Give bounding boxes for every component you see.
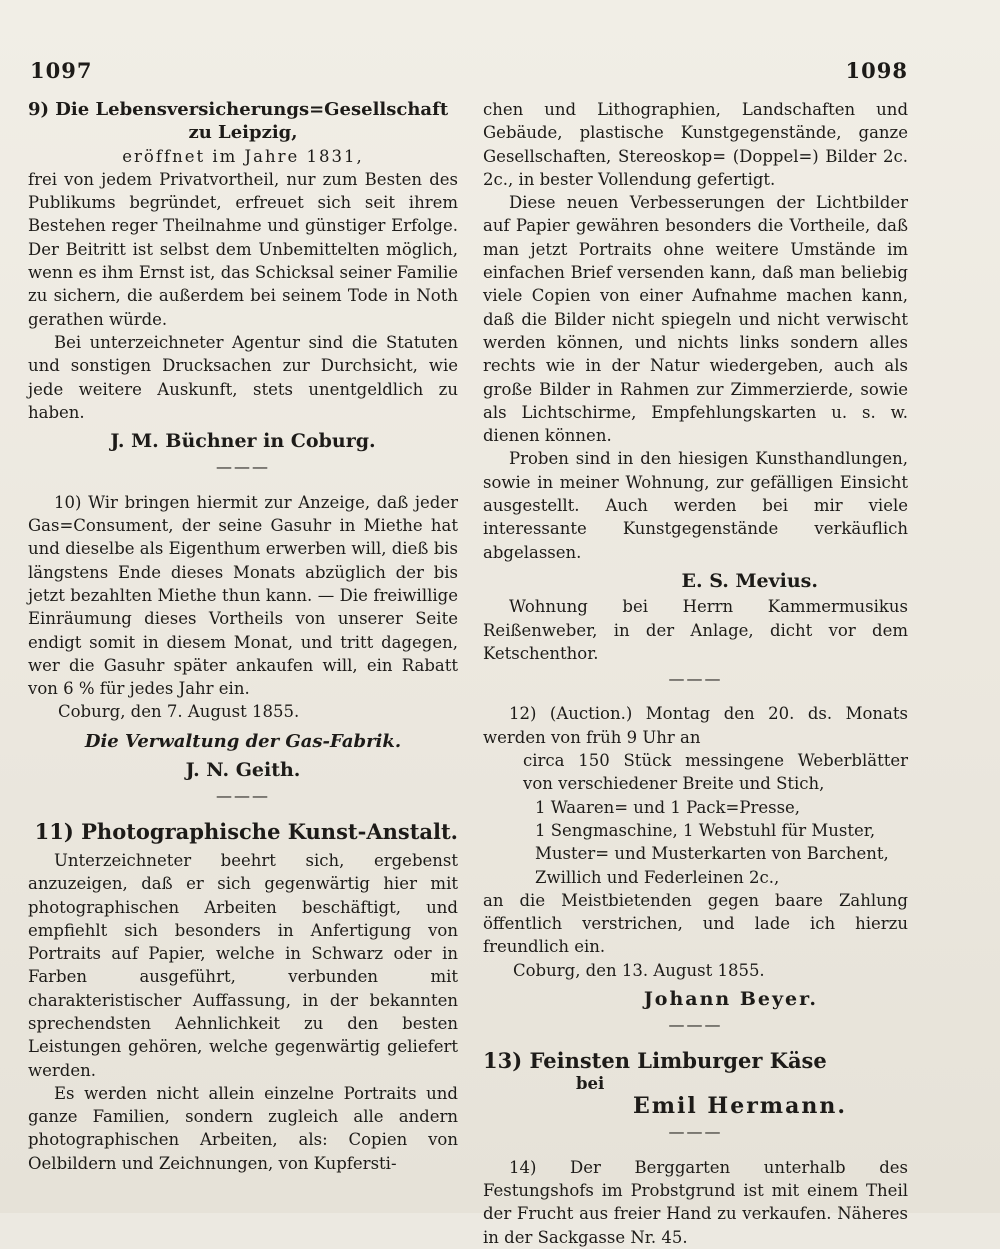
entry-12-signature: Johann Beyer. xyxy=(643,987,818,1010)
entry-9-subtitle: zu Leipzig, xyxy=(188,122,298,144)
page-number-right: 1098 xyxy=(845,58,908,83)
entry-10-body: 10) Wir bringen hiermit zur Anzeige, daß jeder Gas=Consument, der seine Gasuhr in Miethe hat und dieselbe als Eigenthum erwerben will, dieß bis längstens Ende dieses Monats abzüglich der bis jetzt bezahlten Miethe thun kann. — Die freiwillige Einräumung dieses Vortheils von unserer Seite endigt somit in diesem Monat, und tritt dagegen, wer die Gasuhr später ankaufen will, ein Rabatt von 6 % für jedes Jahr ein. xyxy=(28,492,458,699)
entry-10-date: Coburg, den 7. August 1855. xyxy=(58,702,300,722)
entry-13-name: Emil Hermann. xyxy=(633,1093,847,1120)
entry-9-title: 9) Die Lebensversicherungs=Gesellschaft xyxy=(28,99,449,120)
entry-12-body: 12) (Auction.) Montag den 20. ds. Monats werden von früh 9 Uhr an xyxy=(483,704,908,747)
page-number-left: 1097 xyxy=(30,58,93,83)
entry-11-body-3: Diese neuen Verbesserungen der Lichtbilder auf Papier gewähren besonders die Vortheile, daß man jetzt Portraits ohne weitere Umstände im einfachen Brief versenden kann, daß man beliebig viele Copien von einer Aufnahme machen kann, daß die Bilder nicht spiegeln und nicht verwischt werden können, und nichts links sondern alles rechts wie in der Natur wiedergeben, auch als große Bilder in Rahmen zur Zimmerzierde, sowie als Lichtschirme, Empfehlungskarten u. s. w. dienen können. xyxy=(483,193,908,446)
entry-14-body: 14) Der Berggarten unterhalb des Festungshofs im Probstgrund ist mit einem Theil der Frucht aus freier Hand zu verkaufen. Näheres in der Sackgasse Nr. 45. xyxy=(483,1157,908,1247)
entry-9-body: frei von jedem Privatvortheil, nur zum Besten des Publikums begründet, erfreuet sich seit ihrem Bestehen reger Theilnahme und günstiger Erfolge. Der Beitritt ist selbst dem Unbemittelten möglich, wenn es ihm Ernst ist, das Schicksal seiner Familie zu sichern, die außerdem bei seinem Tode in Noth gerathen würde. xyxy=(28,169,458,329)
entry-9-signature: J. M. Büchner in Coburg. xyxy=(110,430,376,453)
entry-11-continued: chen und Lithographien, Landschaften und Gebäude, plastische Kunstgegenstände, ganze Gesellschaften, Stereoskop= (Doppel=) Bilder 2c. 2c., in bester Vollendung gefertigt. xyxy=(483,100,908,189)
entry-11-body-2: Es werden nicht allein einzelne Portraits und ganze Familien, sondern zugleich alle andern photographischen Arbeiten, als: Copien von Oelbildern und Zeichnungen, von Kupfersti- xyxy=(28,1083,458,1173)
divider: ——— xyxy=(668,669,723,689)
entry-12-item: 1 Waaren= und 1 Pack=Presse, xyxy=(535,797,801,817)
entry-13-title: 13) Feinsten Limburger Käse xyxy=(483,1047,827,1073)
entry-9-body-2: Bei unterzeichneter Agentur sind die Statuten und sonstigen Drucksachen zur Durchsicht, wie jede weitere Auskunft, stets unentgeldlich zu haben. xyxy=(28,332,458,422)
entry-11-body-4: Proben sind in den hiesigen Kunsthandlungen, sowie in meiner Wohnung, zur gefälligen Einsicht ausgestellt. Auch werden bei mir viele interessante Kunstgegenstände verkäuflich abgelassen. xyxy=(483,449,908,562)
entry-10-org: Die Verwaltung der Gas-Fabrik. xyxy=(84,730,402,752)
entry-12-item: circa 150 Stück messingene Weberblätter von verschiedener Breite und Stich, xyxy=(523,751,908,794)
entry-12-date: Coburg, den 13. August 1855. xyxy=(513,960,765,980)
entry-10-signature: J. N. Geith. xyxy=(185,759,301,782)
divider: ——— xyxy=(668,1015,723,1035)
divider: ——— xyxy=(668,1122,723,1142)
entry-9-opened: eröffnet im Jahre 1831, xyxy=(122,146,364,166)
divider: ——— xyxy=(216,457,270,477)
entry-12-item: 1 Sengmaschine, 1 Webstuhl für Muster, Muster= und Musterkarten von Barchent, Zwillich und Federleinen 2c., xyxy=(535,820,889,887)
entry-11-signature: E. S. Mevius. xyxy=(681,569,818,592)
entry-13-bei: bei xyxy=(576,1073,605,1093)
entry-11-title: 11) Photographische Kunst-Anstalt. xyxy=(34,818,458,844)
left-column xyxy=(28,98,458,1175)
divider: ——— xyxy=(216,786,270,806)
entry-12-body-2: an die Meistbietenden gegen baare Zahlung öffentlich verstrichen, und lade ich hierzu freundlich ein. xyxy=(483,890,908,957)
right-column xyxy=(483,98,908,1249)
entry-11-address: Wohnung bei Herrn Kammermusikus Reißenweber, in der Anlage, dicht vor dem Ketschenthor. xyxy=(483,597,908,663)
entry-11-body: Unterzeichneter beehrt sich, ergebenst anzuzeigen, daß er sich gegenwärtig hier mit photographischen Arbeiten beschäftigt, und empfiehlt sich besonders in Anfertigung von Portraits auf Papier, welche in Schwarz oder in Farben ausgeführt, verbunden mit charakteristischer Auffassung, in der bekannten sprechendsten Aehnlichkeit zu den besten Leistungen gehören, welche gegenwärtig geliefert werden. xyxy=(28,850,458,1080)
